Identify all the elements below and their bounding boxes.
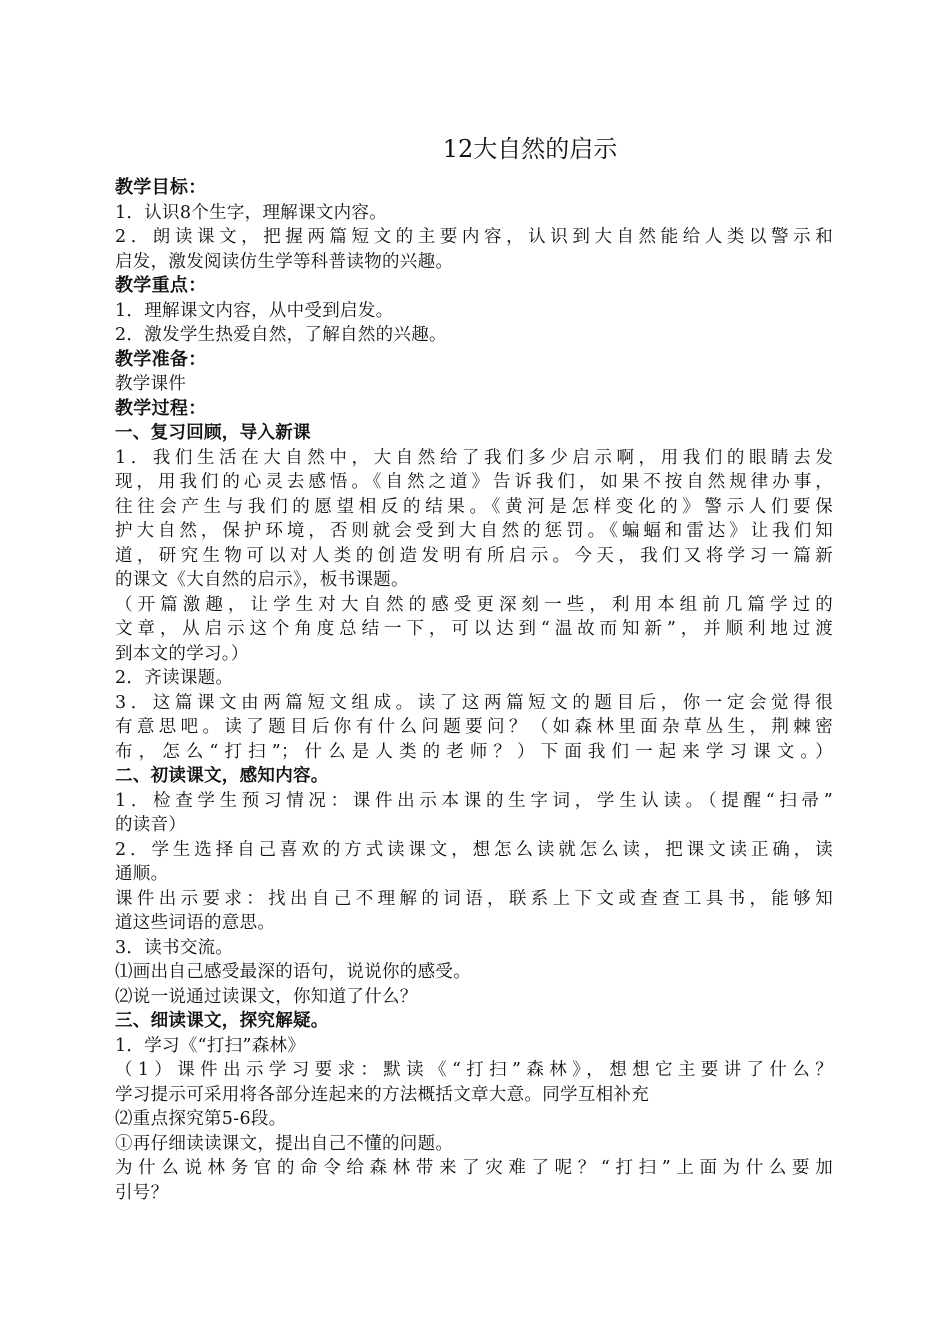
text-line: （开篇激趣，让学生对大自然的感受更深刻一些，利用本组前几篇学过的 (115, 594, 833, 615)
text-line: 有意思吧。读了题目后你有什么问题要问？（如森林里面杂草丛生，荆棘密 (115, 717, 833, 737)
text-line: 3．这篇课文由两篇短文组成。读了这两篇短文的题目后，你一定会觉得很 (115, 692, 833, 713)
text-line: ⑴画出自己感受最深的语句，说说你的感受。 (115, 962, 471, 982)
text-line: 护大自然，保护环境，否则就会受到大自然的惩罚。《蝙蝠和雷达》让我们知 (115, 521, 833, 541)
text-line: 引号？ (115, 1182, 169, 1203)
text-line: 文章，从启示这个角度总结一下，可以达到“温故而知新”，并顺利地过渡 (115, 619, 833, 639)
text-line: 道这些词语的意思。 (115, 913, 276, 933)
text-line: 1．检查学生预习情况：课件出示本课的生字词，学生认读。（提醒“扫帚” (115, 790, 833, 811)
text-line: 2．朗读课文，把握两篇短文的主要内容，认识到大自然能给人类以警示和 (115, 227, 833, 247)
text-line: 1．我们生活在大自然中，大自然给了我们多少启示啊，用我们的眼睛去发 (115, 447, 833, 468)
text-line: 的课文《大自然的启示》，板书课题。 (115, 570, 409, 590)
subsection-heading: 三、细读课文，探究解疑。 (115, 1011, 329, 1031)
text-line: 教学课件 (115, 374, 187, 394)
text-line: 布，怎么“打扫”；什么是人类的老师？）下面我们一起来学习课文。） (115, 741, 833, 762)
text-line: 2．学生选择自己喜欢的方式读课文，想怎么读就怎么读，把课文读正确，读 (115, 839, 833, 860)
text-line: 为什么说林务官的命令给森林带来了灾难了呢？“打扫”上面为什么要加 (115, 1158, 833, 1178)
section-heading: 教学过程： (115, 397, 207, 419)
text-line: 2．激发学生热爱自然，了解自然的兴趣。 (115, 325, 447, 345)
text-line: 3．读书交流。 (115, 937, 234, 958)
text-line: 1．认识8个生字，理解课文内容。 (115, 202, 388, 223)
text-line: 往往会产生与我们的愿望相反的结果。《黄河是怎样变化的》警示人们要保 (115, 496, 833, 517)
text-line: ⑵重点探究第5-6段。 (115, 1109, 287, 1129)
text-line: 到本文的学习。） (115, 643, 249, 664)
text-line: 学习提示可采用将各部分连起来的方法概括文章大意。同学互相补充 (115, 1084, 649, 1105)
document-title: 12大自然的启示 (442, 135, 618, 163)
text-line: ⑵说一说通过读课文，你知道了什么？ (115, 986, 418, 1007)
document-body (115, 176, 833, 1205)
text-line: 1．学习《“打扫”森林》 (115, 1035, 306, 1056)
text-line: 通顺。 (115, 864, 169, 884)
text-line: 课件出示要求：找出自己不理解的词语，联系上下文或查查工具书，能够知 (115, 888, 833, 909)
text-line: 1．理解课文内容，从中受到启发。 (115, 300, 394, 321)
text-line: 的读音） (115, 815, 187, 835)
section-heading: 教学准备： (115, 348, 207, 370)
text-line: 2．齐读课题。 (115, 668, 234, 688)
text-line: （1）课件出示学习要求：默读《“打扫”森林》，想想它主要讲了什么？ (115, 1060, 833, 1080)
section-heading: 教学目标： (115, 177, 207, 198)
text-line: 道，研究生物可以对人类的创造发明有所启示。今天，我们又将学习一篇新 (115, 545, 833, 566)
text-line: 现，用我们的心灵去感悟。《自然之道》告诉我们，如果不按自然规律办事， (115, 472, 833, 492)
text-line: 启发，激发阅读仿生学等科普读物的兴趣。 (115, 251, 454, 272)
subsection-heading: 一、复习回顾，导入新课 (115, 423, 311, 443)
section-heading: 教学重点： (115, 275, 207, 296)
subsection-heading: 二、初读课文，感知内容。 (115, 766, 329, 786)
text-line: ①再仔细读读课文，提出自己不懂的问题。 (115, 1133, 454, 1154)
